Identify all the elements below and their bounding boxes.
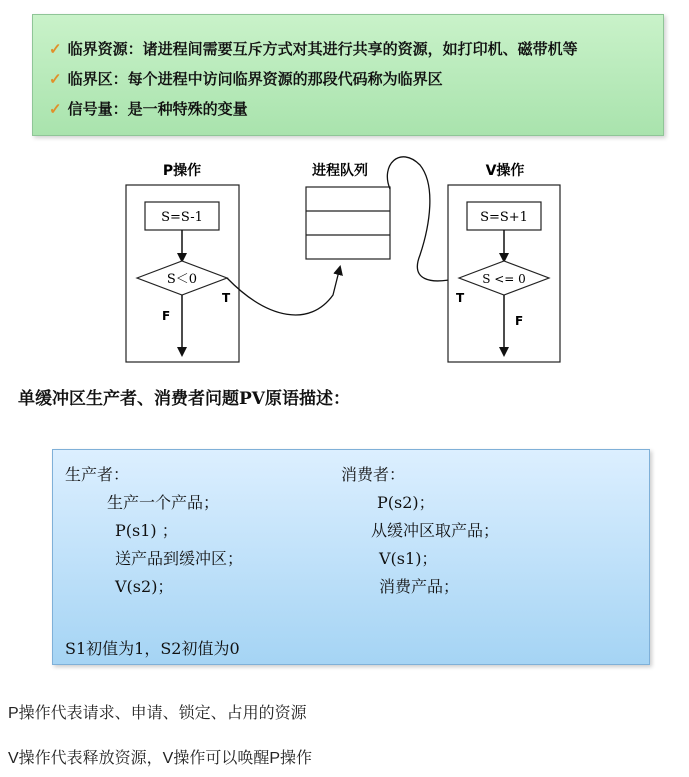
section-title: 单缓冲区生产者、消费者问题PV原语描述： (18, 389, 350, 409)
initial-values: S1初值为1，S2初值为0 (65, 639, 240, 658)
p-true-label: T (222, 291, 231, 305)
producer-consumer-box (52, 449, 650, 665)
check-icon: ✓ (49, 70, 62, 88)
v-decision-label: S <= 0 (482, 272, 526, 286)
producer-line: 生产一个产品； (107, 493, 220, 512)
definitions-box (32, 14, 664, 136)
definition-item: ✓ 临界资源：诸进程间需要互斥方式对其进行共享的资源，如打印机、磁带机等 (49, 40, 578, 58)
v-false-label: F (515, 314, 524, 328)
v-true-label: T (456, 291, 465, 305)
queue-title: 进程队列 (312, 163, 368, 179)
p-step-label: S=S-1 (161, 210, 203, 225)
consumer-line: P(s2)； (377, 493, 435, 512)
check-icon: ✓ (49, 100, 62, 118)
p-operation-note: P操作代表请求、申请、锁定、占用的资源 (8, 705, 307, 722)
consumer-title: 消费者： (341, 465, 406, 484)
p-decision-label: S＜0 (166, 272, 198, 287)
producer-line: V(s2)； (115, 577, 174, 596)
process-queue (306, 187, 390, 259)
producer-line: 送产品到缓冲区； (115, 549, 244, 568)
v-operation-note: V操作代表释放资源，V操作可以唤醒P操作 (8, 750, 313, 767)
consumer-line: 消费产品； (379, 577, 460, 596)
v-operation-title: V操作 (485, 163, 525, 179)
pv-operation-diagram (0, 145, 689, 370)
definition-item: ✓ 信号量：是一种特殊的变量 (49, 100, 248, 118)
consumer-line: 从缓冲区取产品； (371, 521, 500, 540)
definition-item: ✓ 临界区：每个进程中访问临界资源的那段代码称为临界区 (49, 70, 443, 88)
p-operation-title: P操作 (162, 163, 202, 179)
producer-line: P(s1) ； (115, 521, 178, 540)
consumer-line: V(s1)； (379, 549, 438, 568)
p-false-label: F (162, 309, 171, 323)
check-icon: ✓ (49, 40, 62, 58)
p-to-queue-curve (227, 267, 340, 315)
producer-title: 生产者： (65, 465, 130, 484)
v-step-label: S=S+1 (480, 210, 528, 225)
